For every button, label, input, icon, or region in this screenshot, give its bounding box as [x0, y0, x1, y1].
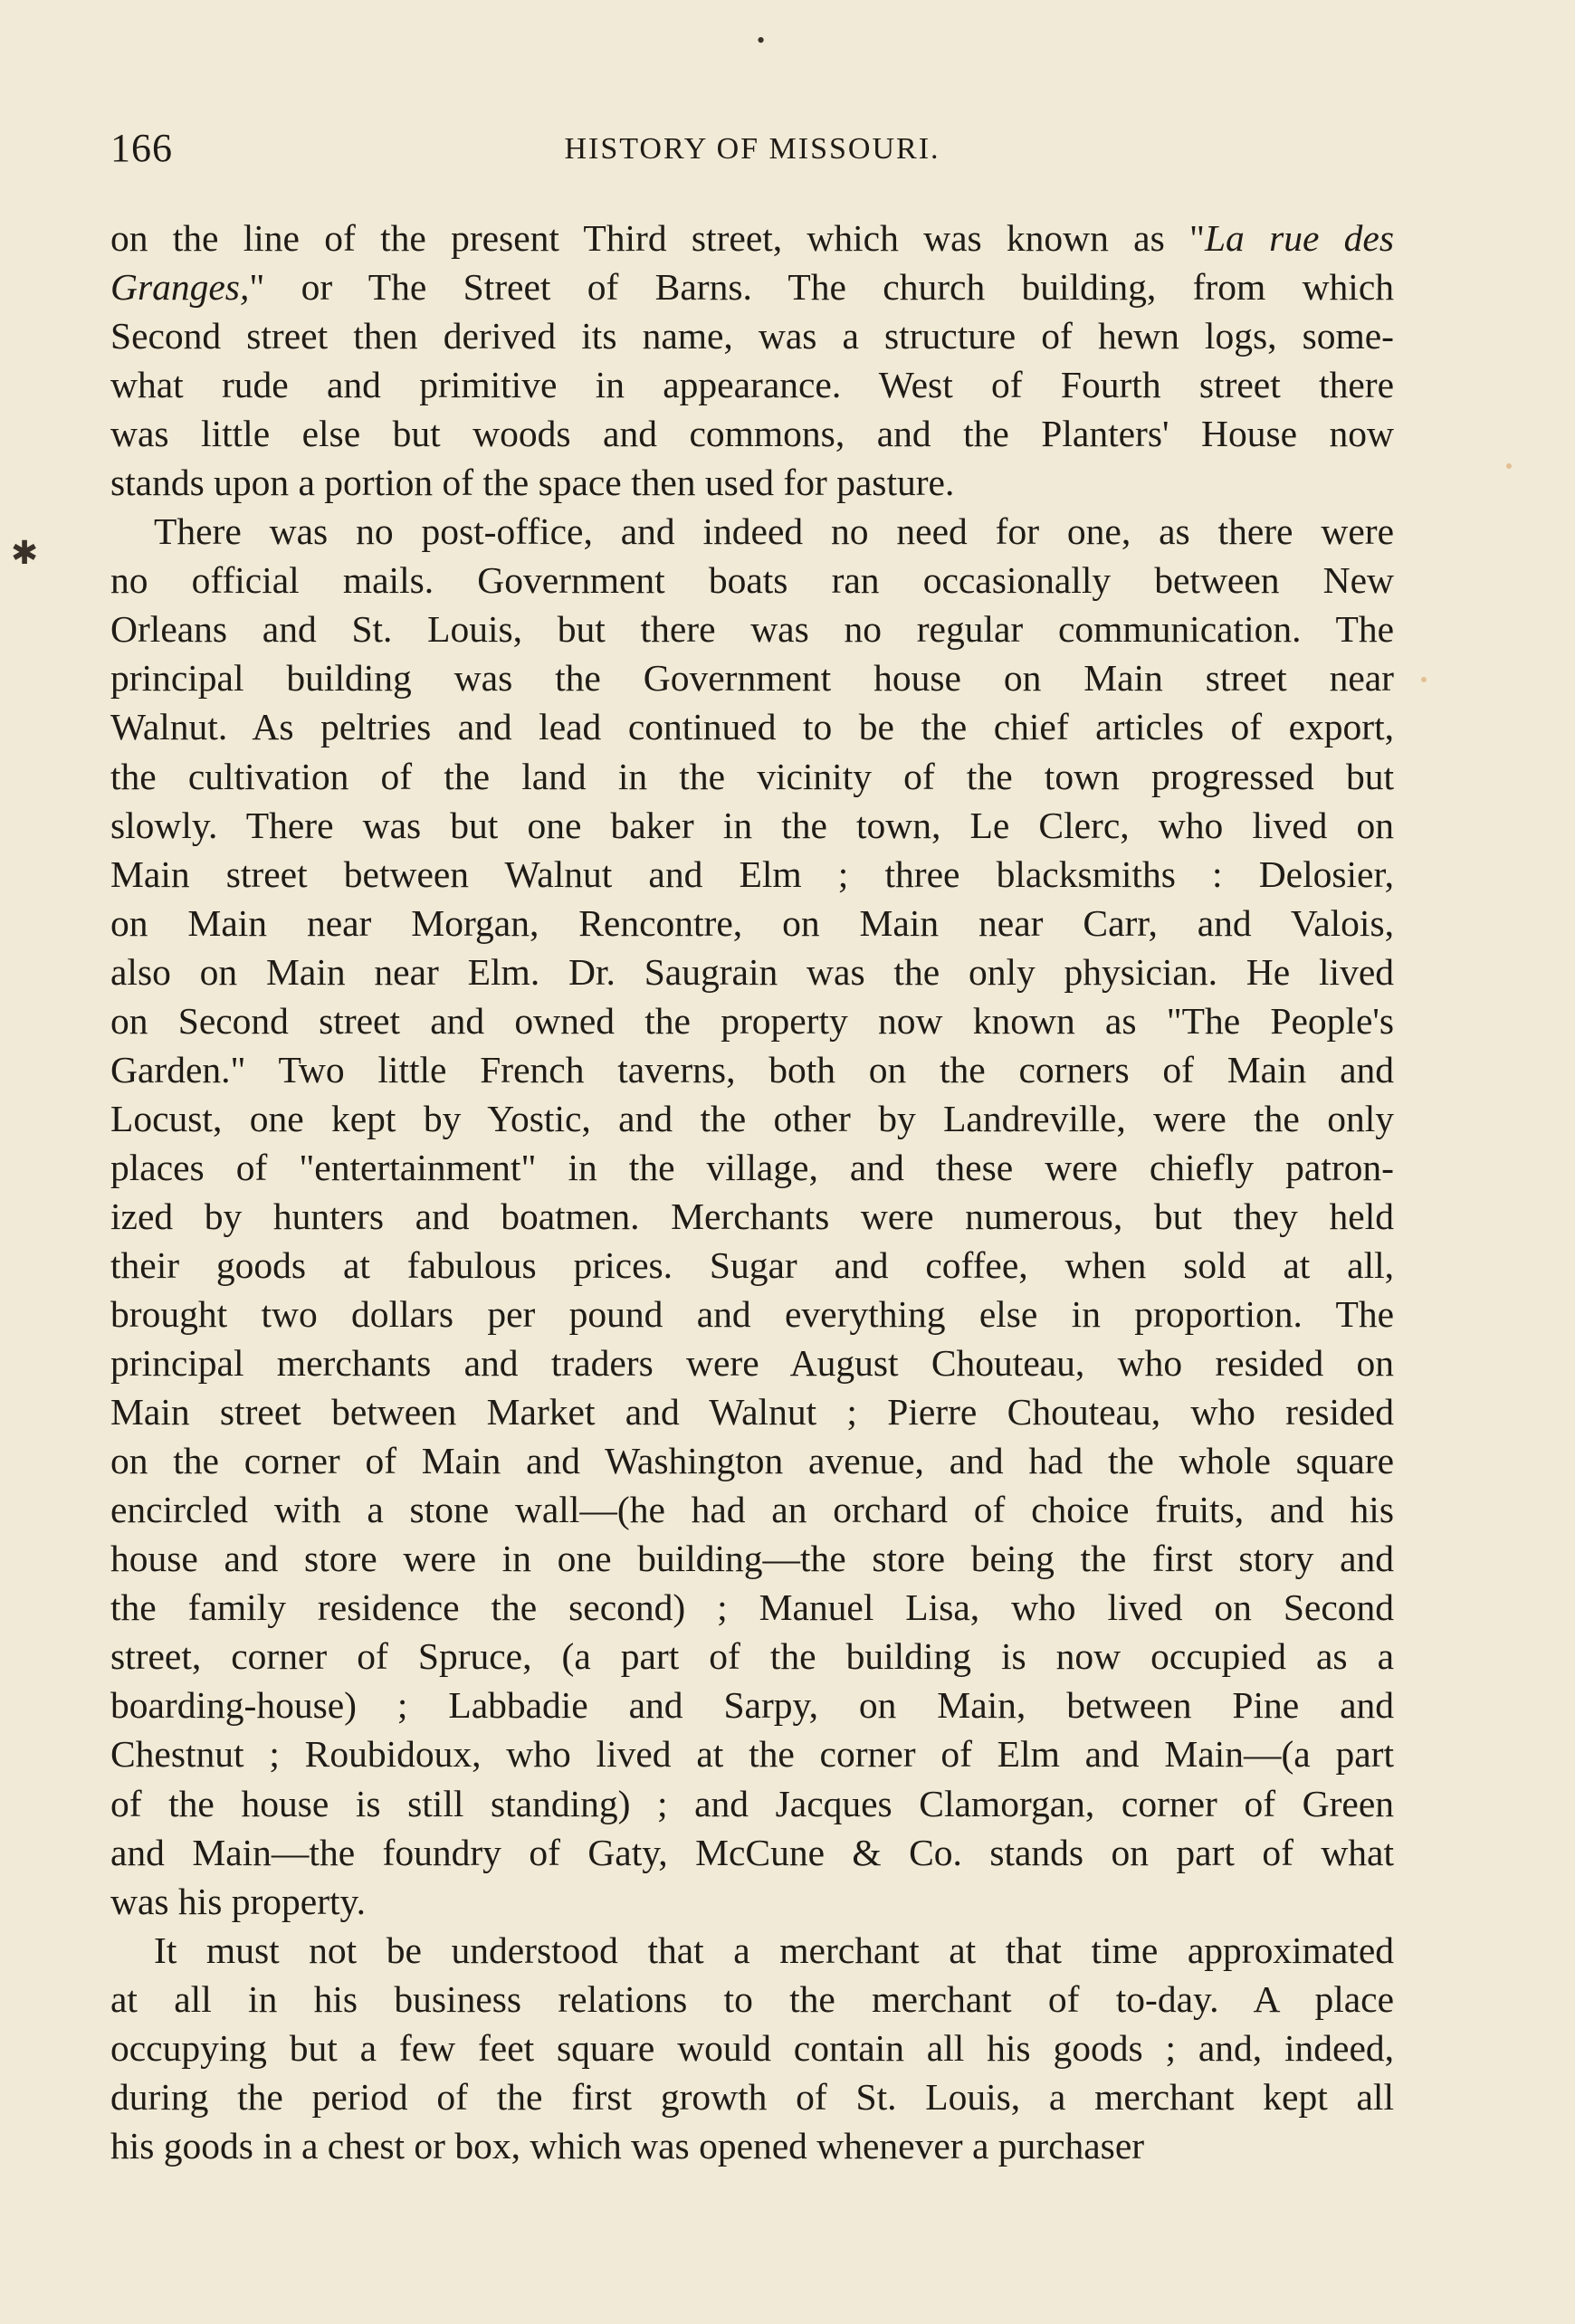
text-segment: places of "entertainment" in the village, and these were chiefly patron- — [110, 1146, 1394, 1188]
text-line — [110, 507, 1394, 556]
running-title: HISTORY OF MISSOURI. — [564, 132, 940, 166]
text-line — [110, 702, 1394, 751]
text-segment: boarding-house) ; Labbadie and Sarpy, on Main, between Pine and — [110, 1684, 1394, 1727]
text-line — [110, 1975, 1394, 2024]
text-line — [110, 1338, 1394, 1387]
text-segment: house and store were in one building—the store being the first story and — [110, 1538, 1394, 1580]
text-segment: on Main near Morgan, Rencontre, on Main near Carr, and Valois, — [110, 901, 1394, 944]
text-segment: There was no post-office, and indeed no need for one, as there were — [154, 510, 1394, 553]
text-segment: Main street between Market and Walnut ; Pierre Chouteau, who resided — [110, 1391, 1394, 1433]
text-segment: principal merchants and traders were August Chouteau, who resided on — [110, 1342, 1394, 1385]
text-segment: the family residence the second) ; Manuel Lisa, who lived on Second — [110, 1586, 1394, 1629]
text-line — [110, 1290, 1394, 1338]
text-line — [110, 2121, 1394, 2170]
text-segment: what rude and primitive in appearance. West of Fourth street there — [110, 364, 1394, 406]
text-line — [110, 1828, 1394, 1877]
text-line — [110, 1729, 1394, 1778]
text-segment: was little else but woods and commons, and the Planters' House now — [110, 413, 1394, 455]
text-line — [110, 262, 1394, 311]
text-line — [110, 1387, 1394, 1436]
text-segment: Second street then derived its name, was a structure of hewn logs, some- — [110, 315, 1394, 357]
text-line — [110, 458, 1394, 507]
text-line — [110, 2072, 1394, 2121]
text-line — [110, 1192, 1394, 1241]
text-segment: the cultivation of the land in the vicinity of the town progressed but — [110, 755, 1394, 797]
text-segment: on the line of the present Third street, which was known as " — [110, 217, 1205, 259]
text-segment: street, corner of Spruce, (a part of the building is now occupied as a — [110, 1635, 1394, 1678]
text-line — [110, 996, 1394, 1045]
text-segment: and Main—the foundry of Gaty, McCune & Co. stands on part of what — [110, 1831, 1394, 1873]
text-segment: Locust, one kept by Yostic, and the other by Landreville, were the only — [110, 1097, 1394, 1139]
paper-speck — [1506, 463, 1512, 469]
text-segment: encircled with a stone wall—(he had an orchard of choice fruits, and his — [110, 1489, 1394, 1531]
text-line — [110, 1143, 1394, 1192]
text-line — [110, 360, 1394, 409]
text-segment: of the house is still standing) ; and Jacques Clamorgan, corner of Green — [110, 1782, 1394, 1824]
text-line — [110, 1779, 1394, 1828]
text-line — [110, 1926, 1394, 1975]
body-text — [110, 214, 1394, 2170]
text-segment: at all in his business relations to the merchant of to-day. A place — [110, 1977, 1394, 2020]
text-segment: slowly. There was but one baker in the town, Le Clerc, who lived on — [110, 804, 1394, 846]
page-header — [110, 125, 1394, 179]
text-line — [110, 1877, 1394, 1926]
text-segment: Chestnut ; Roubidoux, who lived at the corner of Elm and Main—(a part — [110, 1733, 1394, 1776]
text-segment: was his property. — [110, 1880, 366, 1922]
text-segment: brought two dollars per pound and everything else in proportion. The — [110, 1293, 1394, 1336]
text-segment: ized by hunters and boatmen. Merchants were numerous, but they held — [110, 1195, 1394, 1237]
text-segment: on the corner of Main and Washington avenue, and had the whole square — [110, 1440, 1394, 1482]
text-segment: " or The Street of Barns. The church building, from which — [249, 266, 1394, 309]
text-line — [110, 1241, 1394, 1290]
text-line — [110, 1632, 1394, 1681]
page-number: 166 — [110, 126, 173, 170]
text-segment: occupying but a few feet square would contain all his goods ; and, indeed, — [110, 2026, 1394, 2069]
text-line — [110, 214, 1394, 262]
text-line — [110, 311, 1394, 360]
text-segment: on Second street and owned the property now known as "The People's — [110, 999, 1394, 1042]
margin-ink-mark: ✱ — [11, 535, 39, 571]
text-segment: their goods at fabulous prices. Sugar and coffee, when sold at all, — [110, 1243, 1394, 1286]
text-segment: Garden." Two little French taverns, both on the corners of Main and — [110, 1048, 1394, 1091]
text-line — [110, 605, 1394, 653]
text-line — [110, 948, 1394, 996]
text-segment: also on Main near Elm. Dr. Saugrain was the only physician. He lived — [110, 950, 1394, 993]
paper-speck — [1421, 677, 1427, 682]
text-line — [110, 801, 1394, 850]
text-line — [110, 653, 1394, 702]
text-line — [110, 752, 1394, 801]
text-segment: Main street between Walnut and Elm ; three blacksmiths : Delosier, — [110, 852, 1394, 895]
text-line — [110, 1583, 1394, 1632]
text-line — [110, 556, 1394, 605]
text-line — [110, 1681, 1394, 1729]
text-line — [110, 1045, 1394, 1094]
text-line — [110, 409, 1394, 458]
text-segment: stands upon a portion of the space then used for pasture. — [110, 462, 955, 504]
text-segment: no official mails. Government boats ran occasionally between New — [110, 559, 1394, 602]
text-segment: principal building was the Government house on Main street near — [110, 657, 1394, 700]
top-ink-mark: • — [757, 27, 766, 53]
text-line — [110, 850, 1394, 899]
text-line — [110, 1436, 1394, 1485]
text-segment: his goods in a chest or box, which was opened whenever a purchaser — [110, 2124, 1145, 2167]
text-line — [110, 1534, 1394, 1583]
text-line — [110, 2024, 1394, 2072]
italic-text: La rue des — [1204, 217, 1394, 259]
text-line — [110, 1094, 1394, 1143]
text-segment: during the period of the first growth of St. Louis, a merchant kept all — [110, 2075, 1394, 2118]
text-segment: Walnut. As peltries and lead continued to be the chief articles of export, — [110, 706, 1394, 748]
text-segment: It must not be understood that a merchant at that time approximated — [154, 1929, 1394, 1971]
text-line — [110, 1485, 1394, 1534]
italic-text: Granges, — [110, 266, 250, 309]
text-segment: Orleans and St. Louis, but there was no regular communication. The — [110, 608, 1394, 651]
text-line — [110, 899, 1394, 948]
